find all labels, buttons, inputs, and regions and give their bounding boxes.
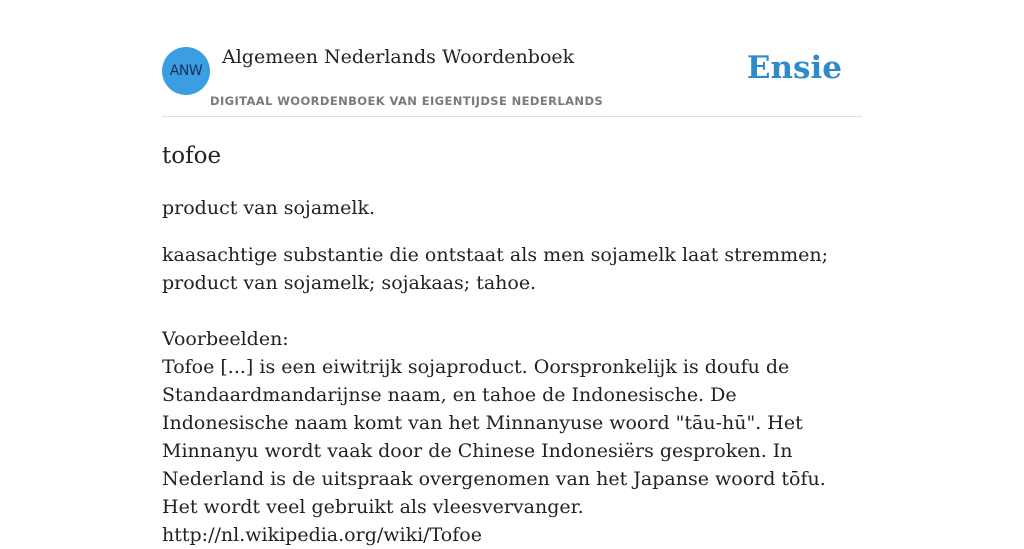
site-header: [162, 0, 862, 117]
entry-headword: tofoe: [162, 143, 222, 169]
ensie-brand-link[interactable]: Ensie: [746, 50, 842, 86]
anw-logo[interactable]: [162, 47, 210, 95]
site-title[interactable]: Algemeen Nederlands Woordenboek: [222, 46, 575, 68]
examples-label: Voorbeelden:: [162, 328, 289, 350]
page-content: [162, 0, 862, 549]
example-text: Tofoe [...] is een eiwitrijk sojaproduct. Oorspronkelijk is doufu de Standaardmandarijnse naam, en tahoe de Indonesische. De Indonesische naam komt van het Minnanyuse woord "tāu-hū". Het Minnanyu wordt vaak door de Chinese Indonesiërs gesproken. In Nederland is de uitspraak overgenomen van het Japanse woord tōfu. Het wordt veel gebruikt als vleesvervanger.: [162, 356, 826, 518]
example-source-link[interactable]: http://nl.wikipedia.org/wiki/Tofoe: [162, 524, 482, 546]
site-subtitle: DIGITAAL WOORDENBOEK VAN EIGENTIJDSE NEDERLANDS: [210, 94, 604, 108]
logo-text: ANW: [169, 63, 203, 79]
long-definition: kaasachtige substantie die ontstaat als men sojamelk laat stremmen; product van sojamelk; sojakaas; tahoe.: [162, 244, 828, 294]
short-definition: product van sojamelk.: [162, 197, 376, 219]
